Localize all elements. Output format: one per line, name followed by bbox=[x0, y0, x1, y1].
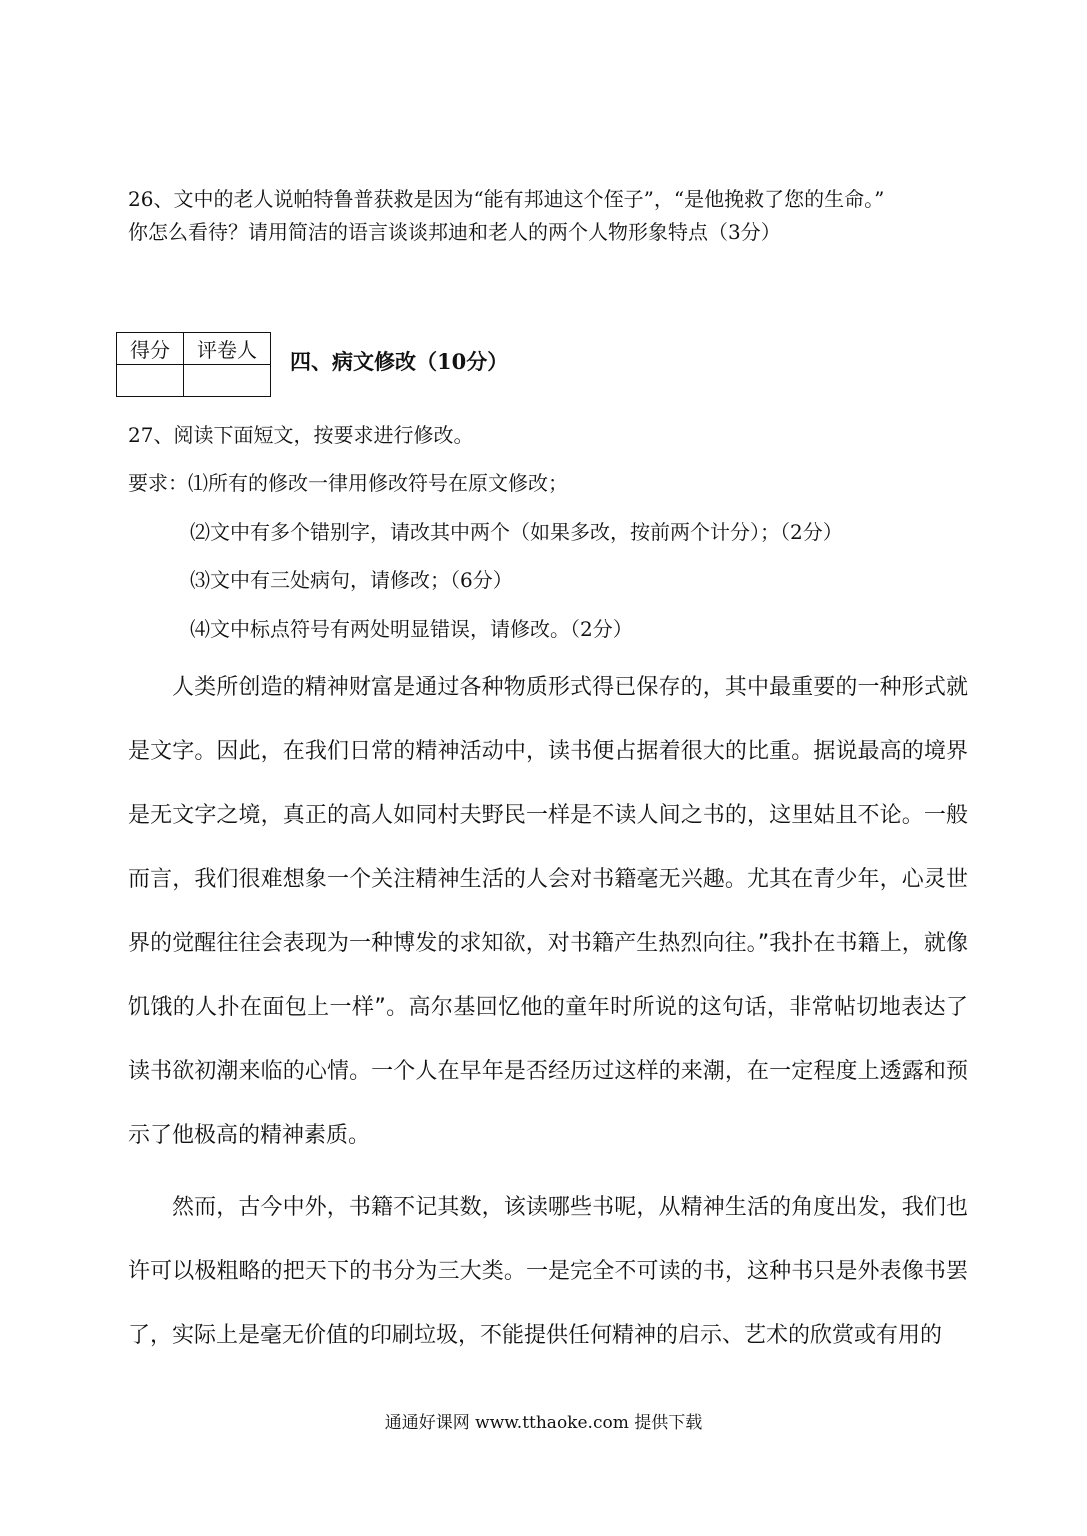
requirement-1: 要求：⑴所有的修改一律用修改符号在原文修改； bbox=[128, 471, 568, 495]
requirement-4: ⑷文中标点符号有两处明显错误，请修改。（2分） bbox=[190, 617, 633, 641]
essay-paragraph-1: 人类所创造的精神财富是通过各种物质形式得已保存的，其中最重要的一种形式就是文字。因此，在我们日常的精神活动中，读书便占据着很大的比重。据说最高的境界是无文字之境，真正的高人如同村夫野民一样是不读人间之书的，这里姑且不论。一般而言，我们很难想象一个关注精神生活的人会对书籍毫无兴趣。尤其在青少年，心灵世界的觉醒往往会表现为一种博发的求知欲，对书籍产生热烈向往。”我扑在书籍上，就像饥饿的人扑在面包上一样”。高尔基回忆他的童年时所说的这句话，非常帖切地表达了读书欲初潮来临的心情。一个人在早年是否经历过这样的来潮，在一定程度上透露和预示了他极高的精神素质。 bbox=[128, 675, 968, 1148]
question-26-line-1: 26、文中的老人说帕特鲁普获救是因为“能有邦迪这个侄子”，“是他挽救了您的生命。” bbox=[128, 187, 885, 211]
requirement-2: ⑵文中有多个错别字，请改其中两个（如果多改，按前两个计分）；（2分） bbox=[190, 520, 843, 544]
question-26-line-2: 你怎么看待？请用简洁的语言谈谈邦迪和老人的两个人物形象特点（3分） bbox=[128, 220, 781, 244]
requirement-3: ⑶文中有三处病句，请修改；（6分） bbox=[190, 568, 513, 592]
essay-paragraph-2: 然而，古今中外，书籍不记其数，该读哪些书呢，从精神生活的角度出发，我们也许可以极粗略的把天下的书分为三大类。一是完全不可读的书，这种书只是外表像书罢了，实际上是毫无价值的印刷垃圾，不能提供任何精神的启示、艺术的欣赏或有用的 bbox=[128, 1195, 968, 1348]
section-4-title: 四、病文修改（10分） bbox=[290, 349, 509, 374]
score-cell bbox=[117, 365, 184, 397]
score-header: 得分 bbox=[117, 333, 184, 365]
question-27-prompt: 27、阅读下面短文，按要求进行修改。 bbox=[128, 423, 474, 447]
score-box bbox=[116, 332, 271, 397]
footer-source: 通通好课网 www.tthaoke.com 提供下载 bbox=[384, 1413, 703, 1433]
grader-cell bbox=[184, 365, 271, 397]
grader-header: 评卷人 bbox=[184, 333, 271, 365]
